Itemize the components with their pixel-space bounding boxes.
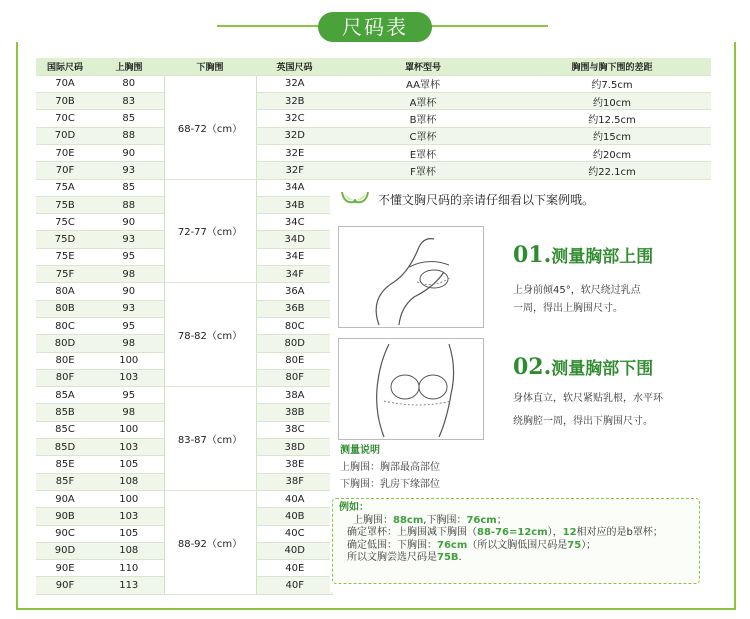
cell-intl-size: 75F: [36, 266, 94, 283]
cell-uk-size: 80F: [256, 369, 333, 386]
cell-uk-size: 80D: [256, 335, 333, 352]
header-difference: 胸围与胸下围的差距: [513, 58, 711, 75]
cell-cup-type: C罩杯: [333, 127, 513, 144]
cell-uk-size: 34F: [256, 266, 333, 283]
cell-uk-size: 36A: [256, 283, 333, 300]
cell-difference: 约20cm: [513, 144, 711, 161]
header-under-bust: 下胸围: [164, 58, 256, 75]
cell-intl-size: 80A: [36, 283, 94, 300]
step2-title: 02.测量胸部下围: [513, 354, 654, 380]
cell-uk-size: 38E: [256, 456, 333, 473]
cell-cup-type: E罩杯: [333, 144, 513, 161]
cell-under-bust: 68-72（cm）: [164, 75, 256, 179]
cell-intl-size: 85F: [36, 473, 94, 490]
cell-uk-size: 38F: [256, 473, 333, 490]
cell-upper-bust: 103: [94, 508, 164, 525]
cell-upper-bust: 90: [94, 283, 164, 300]
hint-text: 不懂文胸尺码的亲请仔细看以下案例哦。: [378, 192, 595, 207]
cell-intl-size: 90A: [36, 490, 94, 507]
cell-upper-bust: 100: [94, 490, 164, 507]
cell-intl-size: 70F: [36, 162, 94, 179]
cell-upper-bust: 108: [94, 542, 164, 559]
cell-intl-size: 80B: [36, 300, 94, 317]
cell-difference: 约22.1cm: [513, 162, 711, 179]
cell-uk-size: 32A: [256, 75, 333, 92]
cell-intl-size: 75B: [36, 196, 94, 213]
cell-uk-size: 40C: [256, 525, 333, 542]
cell-intl-size: 80C: [36, 317, 94, 334]
example-box: 例如： 上胸围：88cm,下胸围：76cm； 确定罩杯：上胸围减下胸围（88-76=12cm），12相对应的是b罩杯； 确定低围：下胸围：76cm（所以文胸低围尺码是75）； 所以文胸尝选尺码是75B.: [332, 498, 700, 584]
cell-upper-bust: 90: [94, 144, 164, 161]
cell-difference: 约12.5cm: [513, 110, 711, 127]
cell-upper-bust: 95: [94, 248, 164, 265]
cell-upper-bust: 93: [94, 231, 164, 248]
cell-uk-size: 34A: [256, 179, 333, 196]
cell-uk-size: 34B: [256, 196, 333, 213]
cell-uk-size: 32B: [256, 93, 333, 110]
example-line-3: 确定低围：下胸围：76cm（所以文胸低围尺码是75）；: [347, 539, 597, 551]
cell-upper-bust: 103: [94, 439, 164, 456]
cell-cup-type: AA罩杯: [333, 75, 513, 92]
cell-intl-size: 75D: [36, 231, 94, 248]
step1-title: 01.测量胸部上围: [513, 242, 654, 268]
table-row: [36, 162, 711, 179]
cell-intl-size: 70D: [36, 127, 94, 144]
cell-under-bust: 78-82（cm）: [164, 283, 256, 387]
cell-upper-bust: 93: [94, 300, 164, 317]
cell-uk-size: 40E: [256, 560, 333, 577]
cell-upper-bust: 98: [94, 266, 164, 283]
header-uk-size: 英国尺码: [256, 58, 333, 75]
cell-upper-bust: 95: [94, 317, 164, 334]
step2-description: 身体直立，软尺紧贴乳根，水平环 绕胸腔一周，得出下胸围尺寸。: [513, 393, 663, 427]
cell-upper-bust: 83: [94, 93, 164, 110]
cell-cup-type: B罩杯: [333, 110, 513, 127]
cell-intl-size: 75C: [36, 214, 94, 231]
example-line-2: 确定罩杯：上胸围减下胸围（88-76=12cm），12相对应的是b罩杯；: [347, 527, 663, 538]
cell-cup-type: F罩杯: [333, 162, 513, 179]
cell-uk-size: 34E: [256, 248, 333, 265]
title-line-left: [217, 25, 320, 27]
cell-upper-bust: 90: [94, 214, 164, 231]
cell-under-bust: 88-92（cm）: [164, 490, 256, 594]
cell-difference: 约7.5cm: [513, 75, 711, 92]
cell-intl-size: 80D: [36, 335, 94, 352]
cell-intl-size: 85A: [36, 387, 94, 404]
header-cup-type: 罩杯型号: [333, 58, 513, 75]
header-upper-bust: 上胸围: [94, 58, 164, 75]
cell-uk-size: 34D: [256, 231, 333, 248]
step2-illustration: [338, 338, 484, 440]
table-row: [36, 110, 711, 127]
step1-description: 上身前倾45°，软尺绕过乳点 一周，得出上胸围尺寸。: [513, 285, 641, 314]
cell-intl-size: 85C: [36, 421, 94, 438]
cell-intl-size: 70A: [36, 75, 94, 92]
guide-hint: [340, 188, 594, 210]
cell-difference: 约10cm: [513, 93, 711, 110]
table-row: [36, 127, 711, 144]
cell-cup-type: A罩杯: [333, 93, 513, 110]
cell-upper-bust: 95: [94, 387, 164, 404]
cell-uk-size: 34C: [256, 214, 333, 231]
cell-intl-size: 90C: [36, 525, 94, 542]
cell-intl-size: 70E: [36, 144, 94, 161]
cell-upper-bust: 88: [94, 196, 164, 213]
cell-intl-size: 90E: [36, 560, 94, 577]
cell-intl-size: 85D: [36, 439, 94, 456]
cell-uk-size: 32D: [256, 127, 333, 144]
cell-uk-size: 32C: [256, 110, 333, 127]
cell-upper-bust: 98: [94, 404, 164, 421]
example-line-4: 所以文胸尝选尺码是75B.: [347, 552, 462, 563]
cell-upper-bust: 105: [94, 525, 164, 542]
cell-uk-size: 38D: [256, 439, 333, 456]
cell-uk-size: 80E: [256, 352, 333, 369]
cell-intl-size: 90F: [36, 577, 94, 594]
cell-uk-size: 40A: [256, 490, 333, 507]
cell-upper-bust: 108: [94, 473, 164, 490]
cell-upper-bust: 98: [94, 335, 164, 352]
cell-upper-bust: 100: [94, 352, 164, 369]
cell-upper-bust: 100: [94, 421, 164, 438]
cell-intl-size: 75A: [36, 179, 94, 196]
cell-intl-size: 80F: [36, 369, 94, 386]
table-header-row: [36, 58, 711, 75]
cell-upper-bust: 110: [94, 560, 164, 577]
cell-intl-size: 80E: [36, 352, 94, 369]
cell-upper-bust: 80: [94, 75, 164, 92]
cell-uk-size: 80C: [256, 317, 333, 334]
cell-uk-size: 38B: [256, 404, 333, 421]
cell-upper-bust: 85: [94, 110, 164, 127]
cell-intl-size: 70B: [36, 93, 94, 110]
example-line-1: 上胸围：88cm,下胸围：76cm；: [353, 514, 507, 526]
measure-explanation: 测量说明 上胸围：胸部最高部位 下胸围：乳房下缘部位: [340, 445, 440, 490]
cell-uk-size: 40B: [256, 508, 333, 525]
cell-uk-size: 40F: [256, 577, 333, 594]
cell-uk-size: 36B: [256, 300, 333, 317]
cell-uk-size: 32E: [256, 144, 333, 161]
cell-upper-bust: 93: [94, 162, 164, 179]
cell-difference: 约15cm: [513, 127, 711, 144]
page-title: 尺码表: [318, 12, 432, 42]
bra-icon: [340, 188, 370, 210]
cell-under-bust: 72-77（cm）: [164, 179, 256, 283]
cell-intl-size: 75E: [36, 248, 94, 265]
cell-uk-size: 38A: [256, 387, 333, 404]
title-line-right: [430, 25, 548, 27]
cell-intl-size: 70C: [36, 110, 94, 127]
step1-illustration: [338, 226, 484, 328]
cell-uk-size: 38C: [256, 421, 333, 438]
cell-uk-size: 40D: [256, 542, 333, 559]
cell-upper-bust: 88: [94, 127, 164, 144]
cell-upper-bust: 103: [94, 369, 164, 386]
table-row: [36, 144, 711, 161]
cell-intl-size: 90D: [36, 542, 94, 559]
cell-intl-size: 85E: [36, 456, 94, 473]
table-row: [36, 93, 711, 110]
cell-intl-size: 85B: [36, 404, 94, 421]
cell-under-bust: 83-87（cm）: [164, 387, 256, 491]
cell-upper-bust: 105: [94, 456, 164, 473]
cell-upper-bust: 113: [94, 577, 164, 594]
cell-uk-size: 32F: [256, 162, 333, 179]
header-intl-size: 国际尺码: [36, 58, 94, 75]
table-row: [36, 75, 711, 92]
cell-intl-size: 90B: [36, 508, 94, 525]
cell-upper-bust: 85: [94, 179, 164, 196]
